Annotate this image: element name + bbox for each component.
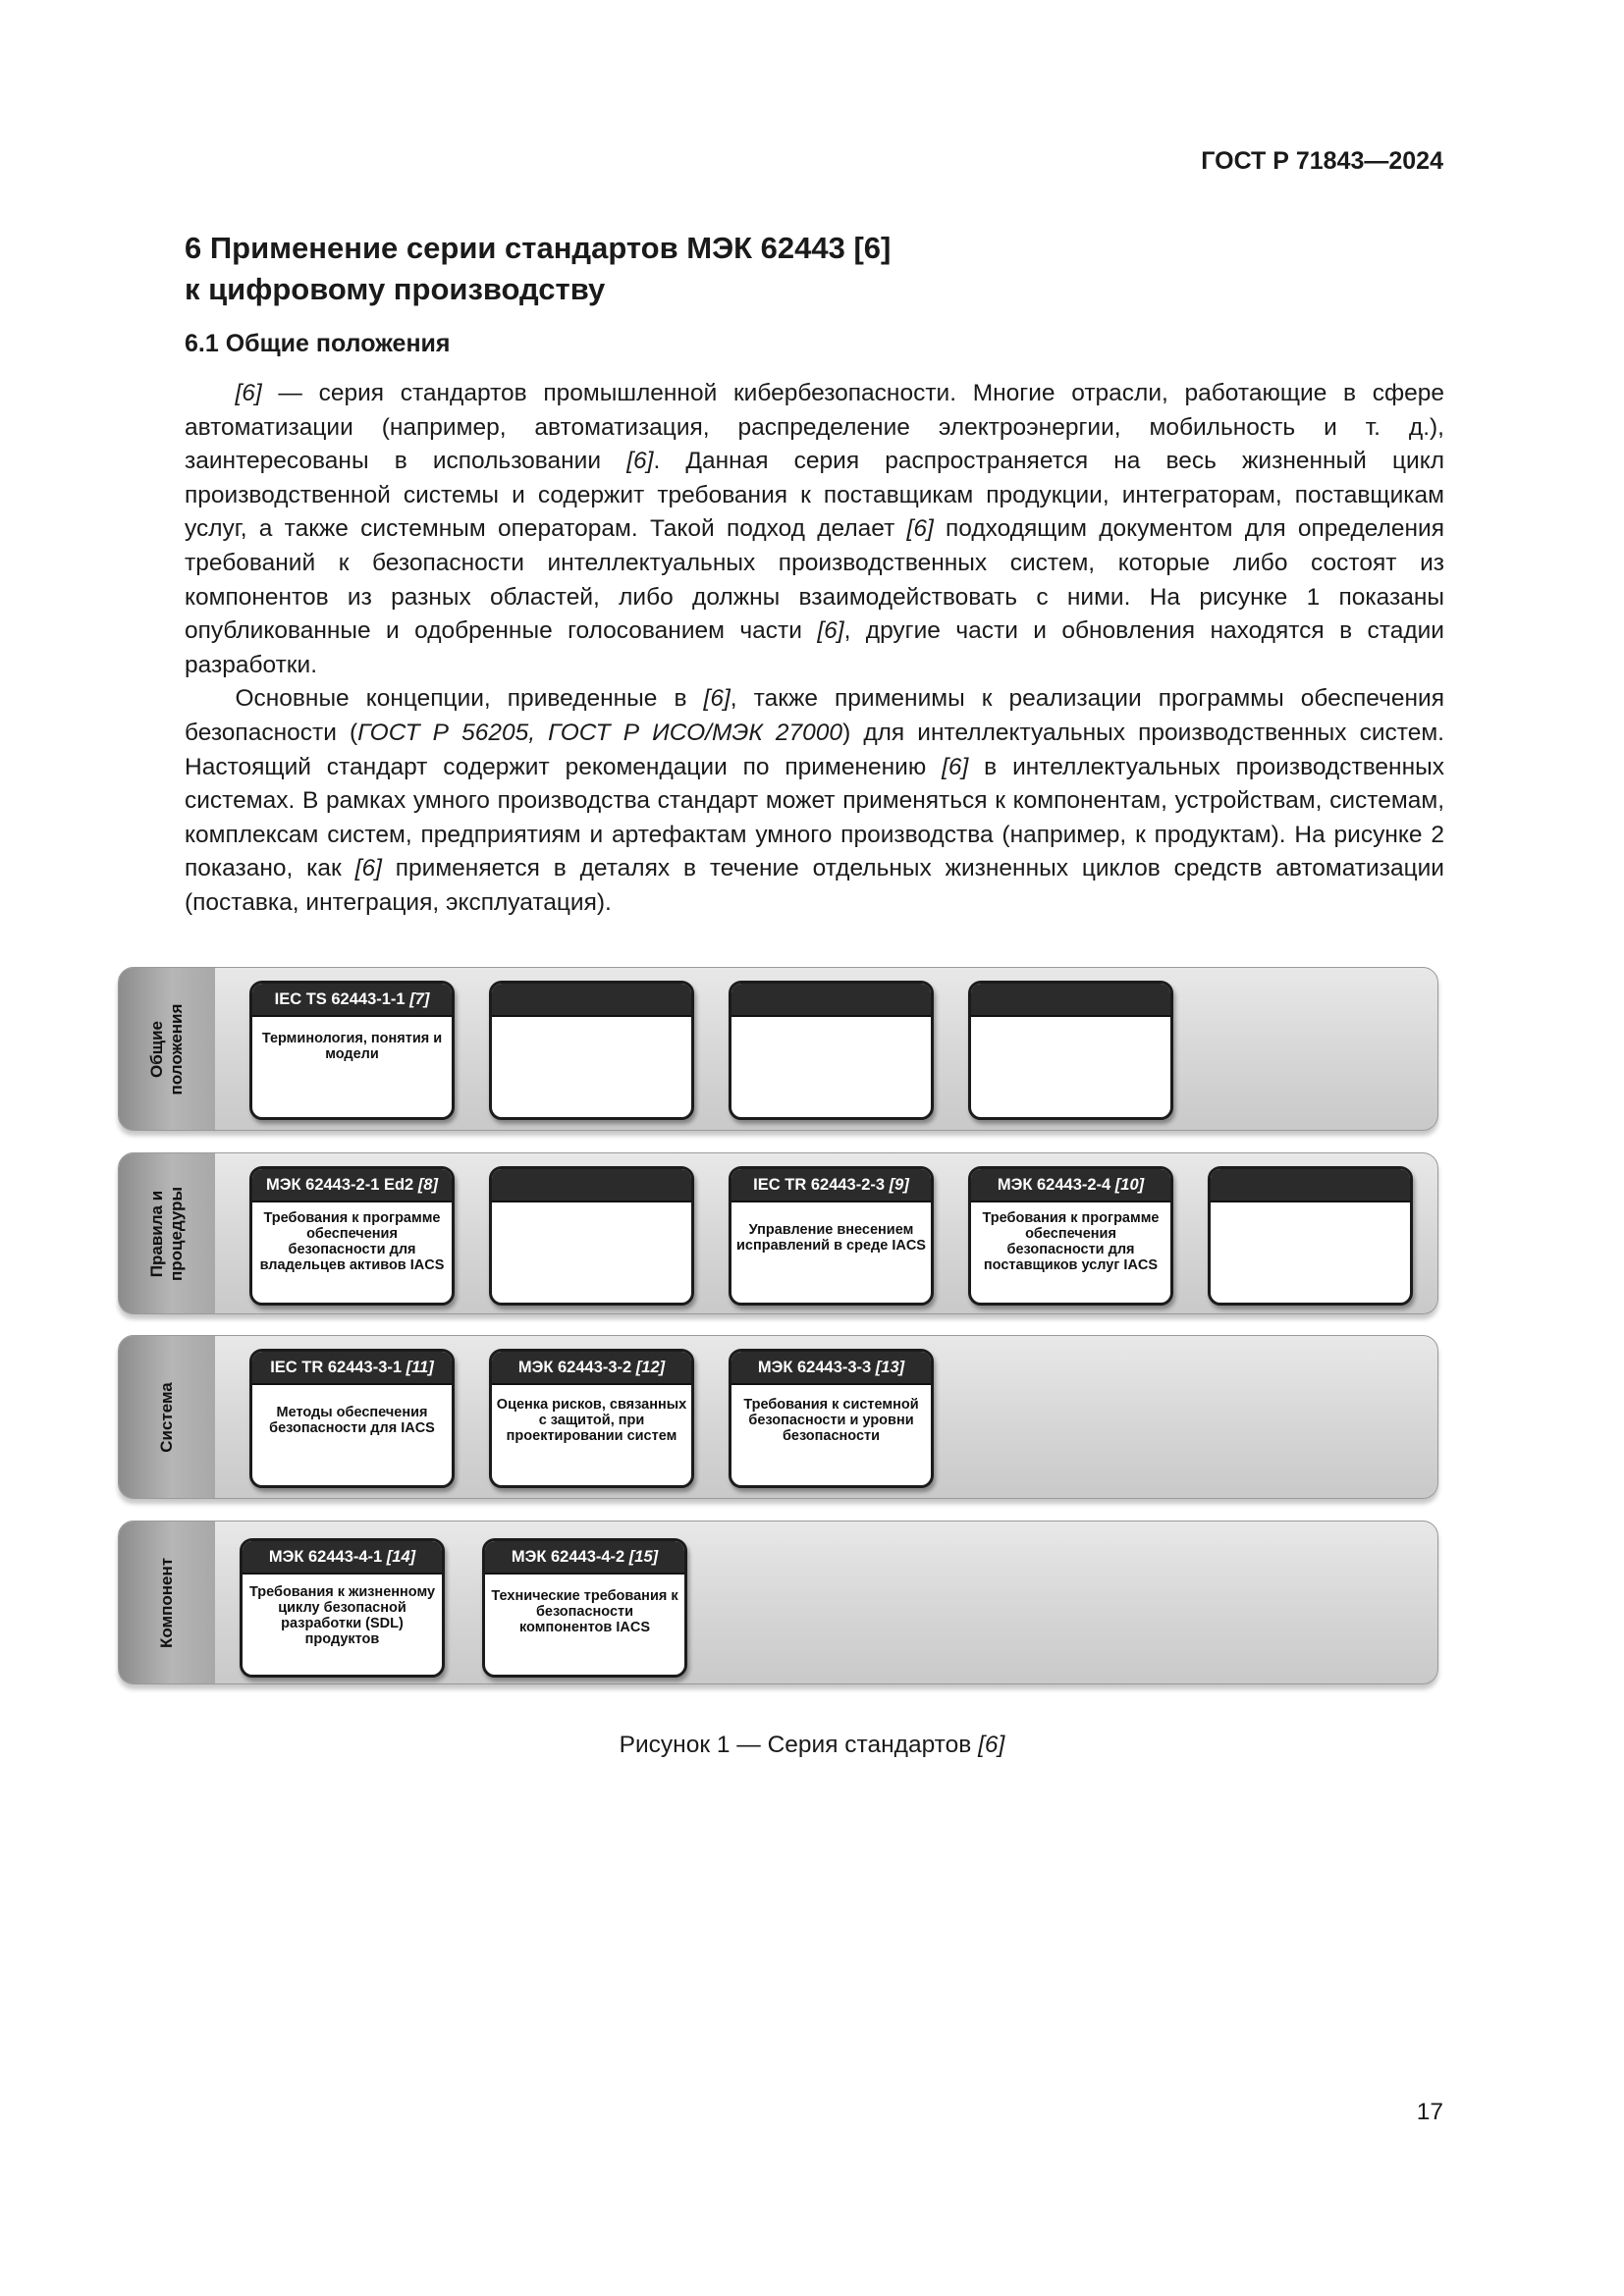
empty-card (968, 981, 1173, 1120)
paragraph-text: . Данная серия распространяется на весь жизненный цикл производственной системы и содержит требования к поставщикам продукции, интеграторам, поставщикам услуг, а также системным операторам. Такой подход делает (185, 448, 1444, 543)
card-header (252, 1169, 452, 1202)
band-label (119, 1522, 215, 1683)
caption-reference: [6] (978, 1732, 1005, 1758)
figure-iec-62443-series (118, 967, 1438, 1706)
card-header (485, 1541, 684, 1575)
paragraph-text: ) для интеллектуальных производственных систем. Настоящий стандарт содержит рекомендации по применению (185, 719, 1444, 780)
card-description: Методы обеспечения безопасности для IACS (269, 1405, 435, 1436)
reference: ГОСТ Р 56205, ГОСТ Р ИСО/МЭК 27000 (357, 719, 843, 746)
standard-card (249, 1166, 455, 1306)
reference: [6] (817, 617, 844, 645)
reference: [6] (235, 380, 262, 406)
band-label (119, 968, 215, 1130)
band-label-text: Компонент (157, 1557, 176, 1648)
reference: [6] (906, 515, 934, 543)
standard-card (240, 1538, 445, 1678)
page-number: 17 (1416, 2099, 1443, 2125)
empty-card (729, 981, 934, 1120)
card-header (971, 1169, 1170, 1202)
paragraph-text: , другие части и обновления находятся в стадии разработки. (185, 617, 1444, 678)
standard-ref: [11] (406, 1359, 434, 1376)
card-description: Управление внесением исправлений в среде IACS (736, 1222, 926, 1254)
paragraph-text: подходящим документом для определения требований к безопасности интеллектуальных производственных систем, которые либо состоят из компонентов из разных областей, либо должны взаимодействовать с ними. На рисунке 1 показаны опубликованные и одобренные голосованием части (185, 515, 1444, 645)
band-label (119, 1153, 215, 1313)
card-header (731, 1352, 931, 1385)
standard-card (729, 1166, 934, 1306)
standard-ref: [10] (1114, 1176, 1145, 1194)
standard-code: МЭК 62443-3-2 (517, 1359, 636, 1376)
body-text (185, 377, 1444, 921)
card-header (252, 984, 452, 1017)
standard-code: МЭК 62443-3-3 (757, 1359, 876, 1376)
band-policies-procedures (118, 1152, 1438, 1314)
empty-card (489, 1166, 694, 1306)
reference: [6] (703, 685, 731, 713)
band-system (118, 1335, 1438, 1499)
section-title-line-2: к цифровому производству (185, 272, 606, 306)
card-header (731, 1169, 931, 1202)
caption-text: Рисунок 1 — Серия стандартов (619, 1732, 979, 1758)
band-general (118, 967, 1438, 1131)
reference: [6] (354, 855, 382, 882)
card-header (492, 1352, 691, 1385)
card-header (243, 1541, 442, 1575)
standard-card (729, 1349, 934, 1488)
empty-card (489, 981, 694, 1120)
card-header (492, 1169, 691, 1202)
reference: [6] (626, 448, 654, 475)
band-component (118, 1521, 1438, 1684)
card-description: Требования к программе обеспечения безопасности для владельцев активов IACS (259, 1210, 445, 1273)
band-label-text: Система (157, 1381, 176, 1453)
paragraph-text: Основные концепции, приведенные в (235, 685, 704, 713)
band-label-line-1: Общие (147, 1020, 166, 1078)
paragraph-2 (185, 682, 1444, 920)
standard-card (249, 981, 455, 1120)
standard-code: МЭК 62443-2-4 (997, 1176, 1115, 1194)
standard-code: МЭК 62443-2-1 Ed2 (266, 1176, 418, 1194)
standard-ref: [12] (635, 1359, 666, 1376)
standard-ref: [8] (417, 1176, 438, 1194)
card-description: Оценка рисков, связанных с защитой, при проектировании систем (496, 1397, 687, 1444)
reference: [6] (942, 753, 969, 780)
card-description: Требования к программе обеспечения безопасности для поставщиков услуг IACS (982, 1210, 1160, 1273)
document-code: ГОСТ Р 71843—2024 (1201, 147, 1443, 175)
band-label (119, 1336, 215, 1498)
band-label-line-1: Правила и (147, 1190, 166, 1277)
standard-code: IEC TS 62443-1-1 (274, 990, 410, 1008)
standard-ref: [7] (409, 990, 430, 1008)
standard-ref: [9] (889, 1176, 909, 1194)
card-header (731, 984, 931, 1017)
band-label-line-2: процедуры (167, 1186, 186, 1281)
standard-ref: [14] (386, 1548, 416, 1566)
standard-code: IEC TR 62443-2-3 (753, 1176, 890, 1194)
card-description: Требования к жизненному циклу безопасной разработки (SDL) продуктов (248, 1584, 436, 1647)
standard-card (968, 1166, 1173, 1306)
paragraph-text: в интеллектуальных производственных системах. В рамках умного производства стандарт может применяться к компонентам, устройствам, системам, комплексам систем, предприятиям и артефактам умного производства (например, к продуктам). На рисунке 2 показано, как (185, 753, 1444, 882)
card-header (971, 984, 1170, 1017)
standard-ref: [13] (875, 1359, 905, 1376)
paragraph-text: , также применимы к реализации программы обеспечения безопасности ( (185, 685, 1444, 746)
band-label-line-2: положения (167, 1003, 186, 1095)
standard-code: IEC TR 62443-3-1 (270, 1359, 406, 1376)
card-description: Требования к системной безопасности и уровни безопасности (743, 1397, 919, 1444)
paragraph-text: — серия стандартов промышленной кибербезопасности. Многие отрасли, работающие в сфере автоматизации (например, автоматизация, распределение электроэнергии, мобильность и т. д.), заинтересованы в использовании (185, 380, 1444, 475)
standard-card (482, 1538, 687, 1678)
section-title-line-1: 6 Применение серии стандартов МЭК 62443 [6] (185, 231, 892, 265)
paragraph-text: применяется в деталях в течение отдельных жизненных циклов средств автоматизации (поставка, интеграция, эксплуатация). (185, 855, 1444, 916)
standard-code: МЭК 62443-4-2 (511, 1548, 629, 1566)
subsection-title: 6.1 Общие положения (185, 330, 451, 357)
section-title (185, 228, 1451, 310)
figure-caption (0, 1732, 1624, 1759)
paragraph-1 (185, 377, 1444, 682)
card-header (492, 984, 691, 1017)
standard-code: МЭК 62443-4-1 (268, 1548, 387, 1566)
card-description: Технические требования к безопасности компонентов IACS (491, 1588, 678, 1635)
standard-card (489, 1349, 694, 1488)
card-description: Терминология, понятия и модели (261, 1031, 443, 1062)
empty-card (1208, 1166, 1413, 1306)
card-header (252, 1352, 452, 1385)
standard-card (249, 1349, 455, 1488)
card-header (1211, 1169, 1410, 1202)
standard-ref: [15] (628, 1548, 659, 1566)
